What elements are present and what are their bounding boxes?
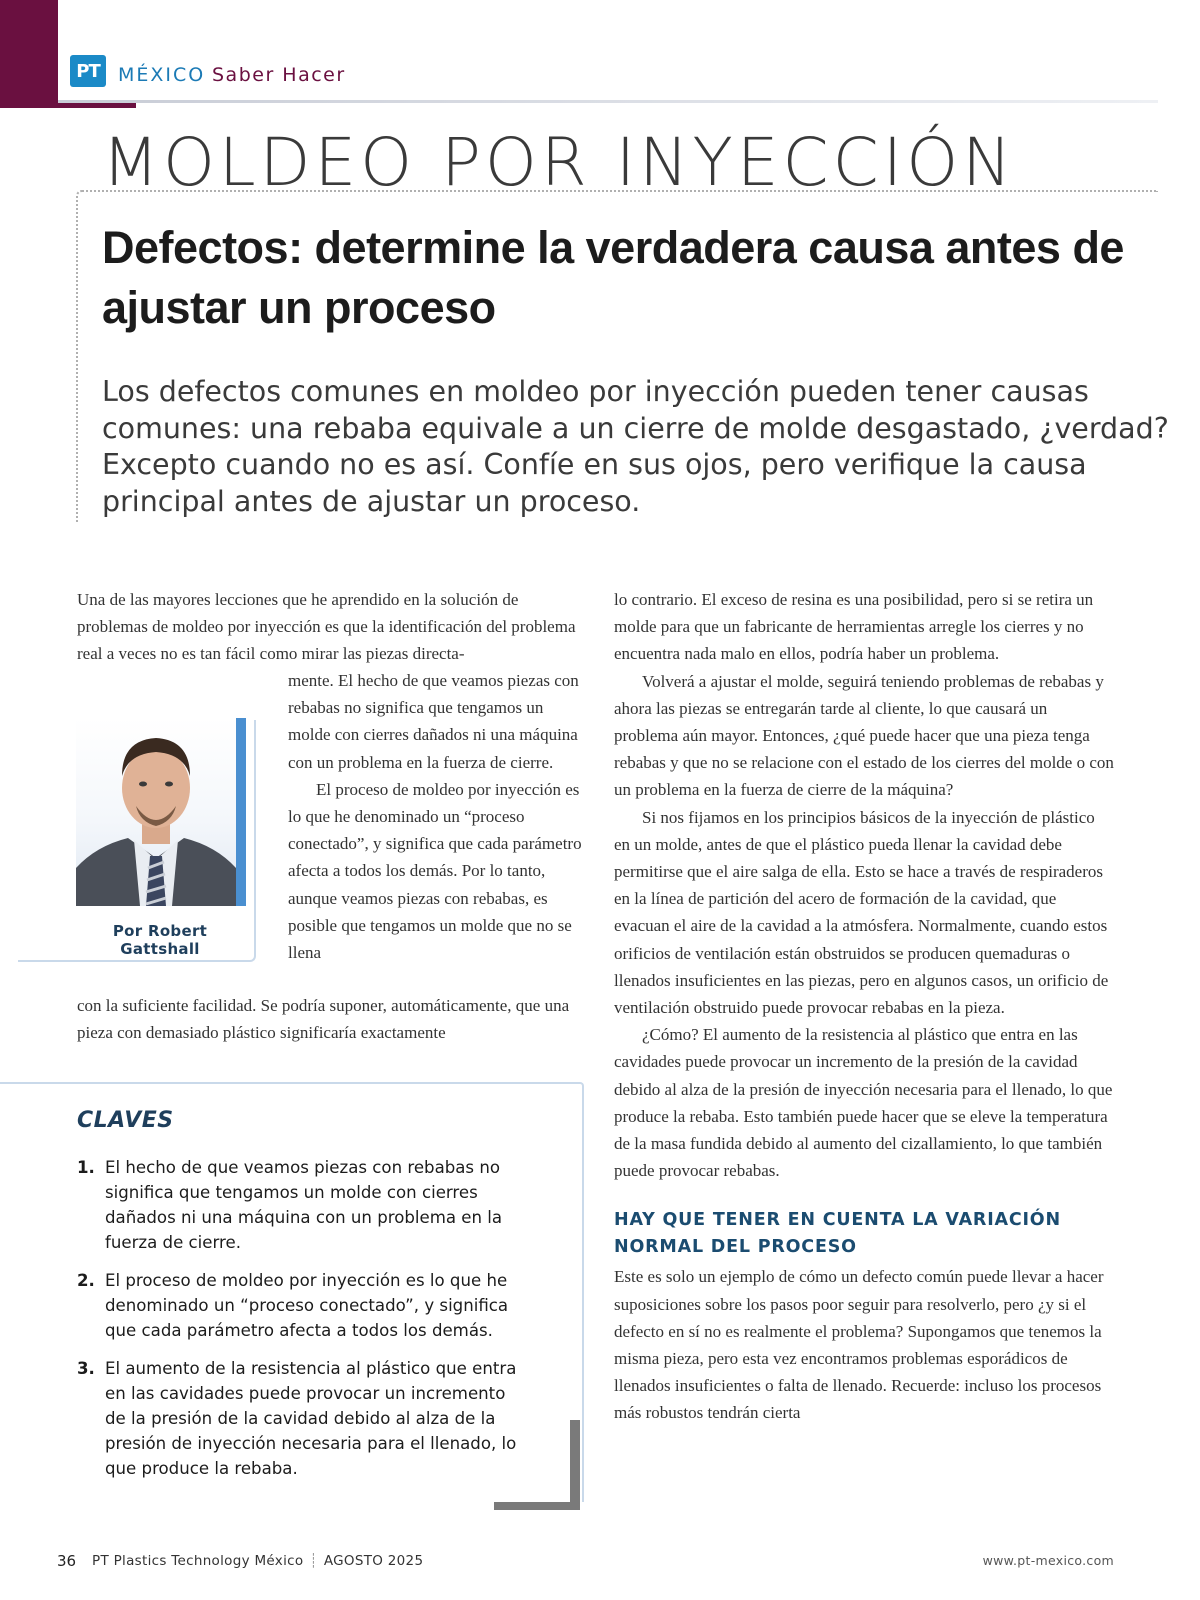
article-dek: Los defectos comunes en moldeo por inyección pueden tener causas comunes: una rebaba equivale a un cierre de molde desgastado, ¿verdad? Excepto cuando no es así. Confíe en sus ojos, pero verifique la causa principal antes de ajustar un proceso. (102, 375, 1169, 518)
claves-item (77, 1356, 517, 1481)
paragraph: con la suficiente facilidad. Se podría suponer, automáticamente, que una pieza con demasiado plástico significaría exactamente (77, 996, 570, 1043)
author-portrait (76, 718, 236, 906)
claves-item-number: 2. (77, 1271, 95, 1290)
claves-item-text: El aumento de la resistencia al plástico que entra en las cavidades puede provocar un incremento de la presión de la cavidad debido al alza de la presión de inyección necesaria para el llenado, lo que produce la rebaba. (105, 1359, 517, 1478)
claves-corner-accent (570, 1420, 580, 1510)
claves-item-text: El hecho de que veamos piezas con rebabas no significa que tengamos un molde con cierres dañados ni una máquina con un problema en la fuerza de cierre. (105, 1158, 503, 1252)
footer-separator: ┊ (309, 1553, 318, 1569)
article-kicker: MOLDEO POR INYECCIÓN (102, 124, 1016, 201)
pt-logo: PT (70, 55, 106, 87)
header-accent-bar (0, 0, 58, 108)
body-left-bottom (77, 992, 587, 1046)
author-photo (76, 718, 246, 906)
paragraph: Este es solo un ejemplo de cómo un defecto común puede llevar a hacer suposiciones sobre los pasos poor seguir para resolverlo, pero ¿y si el defecto en sí no es realmente el problema? Supongamos que tenemos la misma pieza, pero esta vez encontramos problemas esporádicos de llenados insuficientes o falta de llenado. Recuerde: incluso los procesos más robustos tendrán cierta (614, 1267, 1104, 1423)
claves-title: CLAVES (77, 1108, 174, 1133)
paragraph: Una de las mayores lecciones que he aprendido en la solución de problemas de moldeo por inyección es que la identificación del problema real a veces no es tan fácil como mirar las piezas directa- (77, 590, 576, 664)
publication-line (92, 1553, 423, 1569)
claves-list (77, 1155, 517, 1494)
body-left-wrap (288, 667, 588, 966)
paragraph: El proceso de moldeo por inyección es lo que he denominado un “proceso conectado”, y significa que cada parámetro afecta a todos los demás. Por lo tanto, aunque veamos piezas con rebabas, es posible que tengamos un molde que no se llena (288, 779, 582, 963)
section-name: Saber Hacer (212, 64, 346, 86)
claves-item-text: El proceso de moldeo por inyección es lo que he denominado un “proceso conectado”, y significa que cada parámetro afecta a todos los demás. (105, 1271, 509, 1340)
paragraph: Volverá a ajustar el molde, seguirá teniendo problemas de rebabas y ahora las piezas se entregarán tarde al cliente, lo que causará un problema aún mayor. Entonces, ¿qué puede hacer que una pieza tenga rebabas y que no se relacione con el estado de los cierres del molde o con un problema en la fuerza de cierre de la máquina? (614, 671, 1114, 800)
paragraph: Si nos fijamos en los principios básicos de la inyección de plástico en un molde, antes de que el plástico pueda llenar la cavidad debe permitirse que el aire salga de ella. Esto se hace a través de respiraderos en la línea de partición del acero de formación de la cavidad, que evacuan el aire de la cavidad a la atmósfera. Normalmente, cuando estos orificios de ventilación están obstruidos se producen quemaduras o llenados insuficientes en las piezas, pero en algunos casos, un orificio de ventilación obstruido puede provocar rebabas en la pieza. (614, 807, 1109, 1018)
paragraph: ¿Cómo? El aumento de la resistencia al plástico que entra en las cavidades puede provocar un incremento de la presión de la cavidad debido al alza de la presión de inyección necesaria para el llenado, lo que produce la rebaba. Esto también puede hacer que se eleve la temperatura de la masa fundida debido al aumento del cizallamiento, lo que también puede provocar rebabas. (614, 1025, 1113, 1181)
page-number: 36 (57, 1552, 77, 1570)
body-right-column (614, 586, 1114, 1427)
claves-item (77, 1268, 517, 1343)
claves-item (77, 1155, 517, 1255)
claves-item-number: 3. (77, 1359, 95, 1378)
section-country: MÉXICO (118, 64, 206, 86)
body-left-intro (77, 586, 587, 668)
claves-item-number: 1. (77, 1158, 95, 1177)
article-headline: Defectos: determine la verdadera causa antes de ajustar un proceso (102, 222, 1124, 333)
paragraph: lo contrario. El exceso de resina es una posibilidad, pero si se retira un molde para que un fabricante de herramientas arregle los cierres y no encuentra nada malo en ellos, podría haber un problema. (614, 590, 1094, 664)
section-subhead: HAY QUE TENER EN CUENTA LA VARIACIÓN NORMAL DEL PROCESO (614, 1210, 1061, 1258)
publication-name: PT Plastics Technology México (92, 1553, 304, 1569)
issue-date: AGOSTO 2025 (323, 1553, 424, 1569)
header-rule (58, 100, 1158, 103)
claves-corner-accent (494, 1502, 580, 1510)
author-byline: Por Robert Gattshall (112, 922, 208, 958)
paragraph: mente. El hecho de que veamos piezas con rebabas no significa que tengamos un molde con cierres dañados ni una máquina con un problema en la fuerza de cierre. (288, 671, 579, 772)
website-url[interactable]: www.pt-mexico.com (982, 1553, 1114, 1568)
